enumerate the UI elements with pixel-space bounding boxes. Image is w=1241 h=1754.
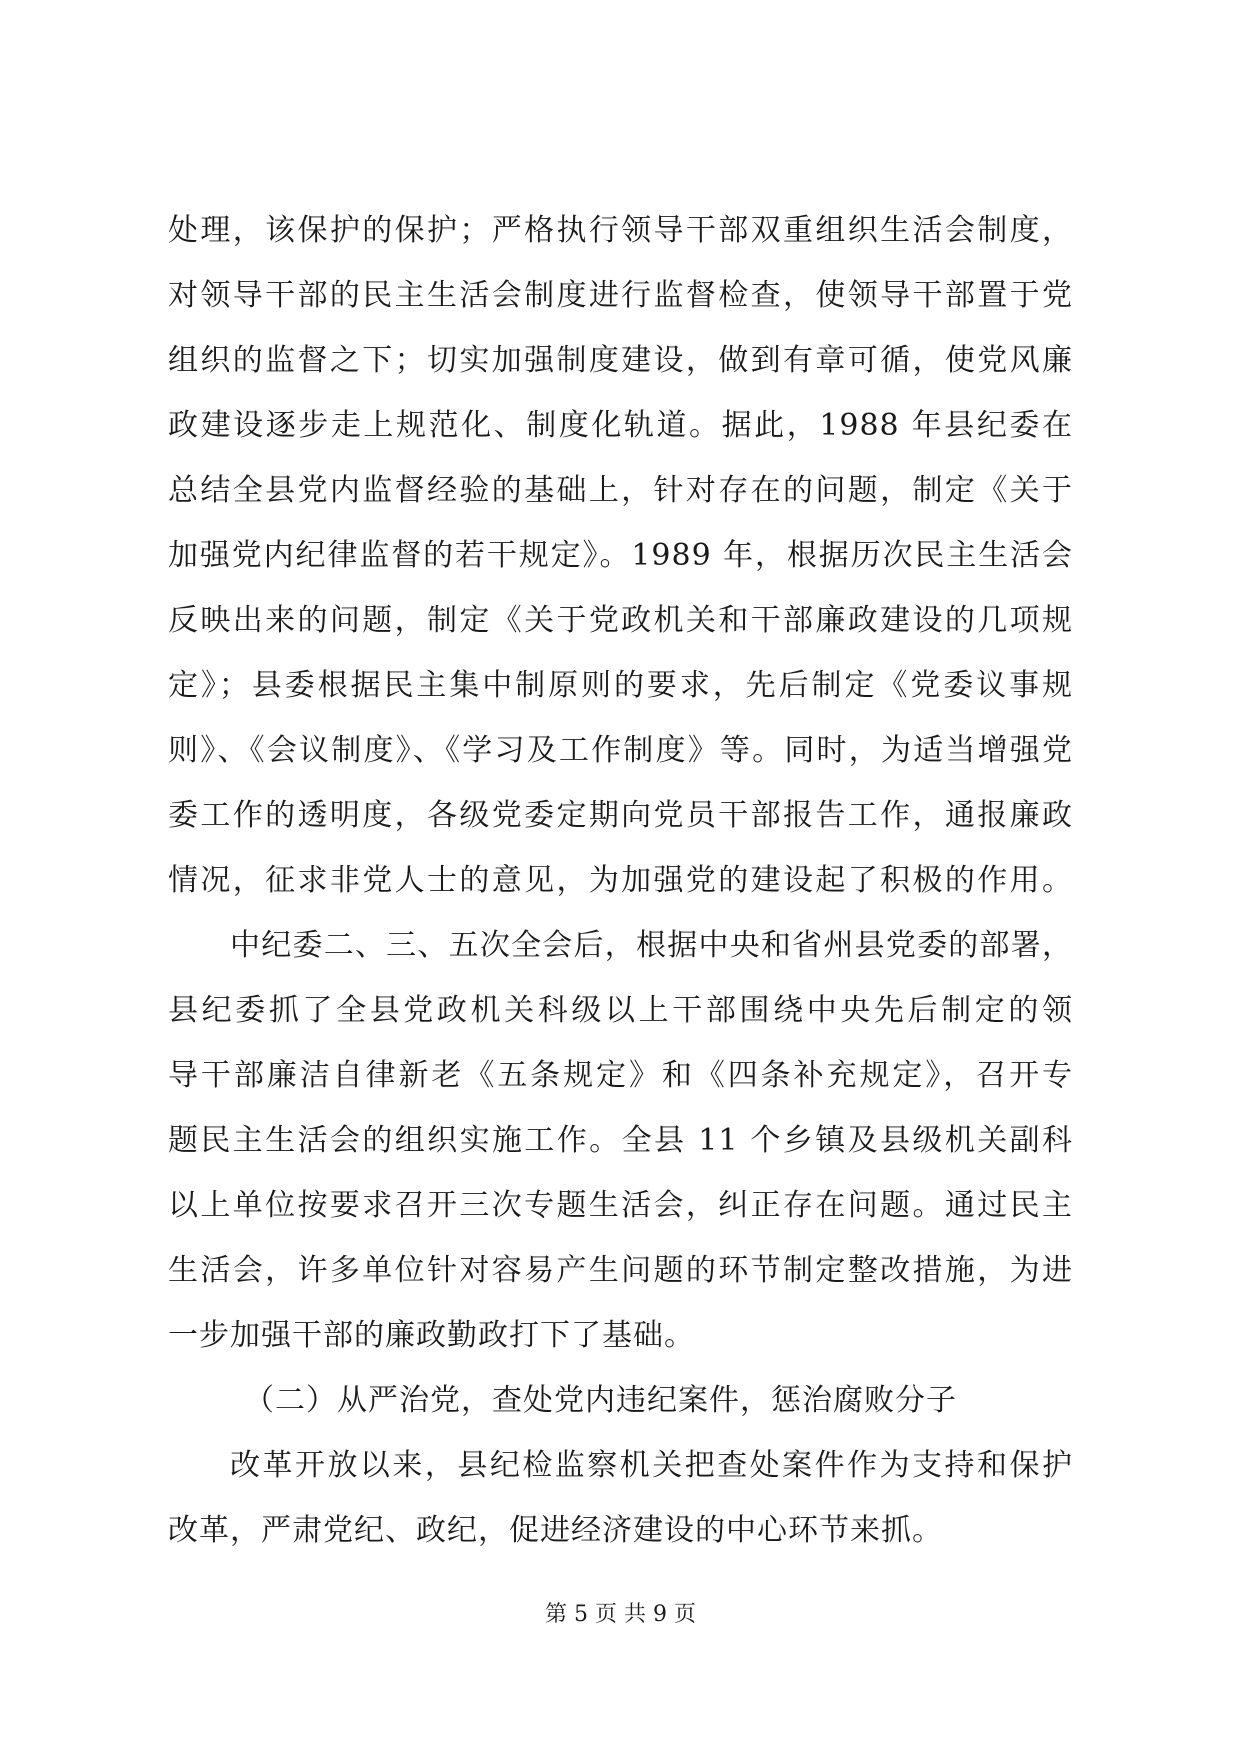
text-line: 反映出来的问题，制定《关于党政机关和干部廉政建设的几项规 (168, 603, 1073, 638)
text-line: 以上单位按要求召开三次专题生活会，纠正存在问题。通过民主 (168, 1188, 1073, 1223)
text-line: 生活会，许多单位针对容易产生问题的环节制定整改措施，为进 (168, 1253, 1073, 1288)
section-heading: （二）从严治党，查处党内违纪案件，惩治腐败分子 (244, 1383, 957, 1418)
document-body (168, 198, 1073, 1563)
page-number-footer: 第 5 页 共 9 页 (545, 1602, 696, 1627)
paragraph-first-line: 改革开放以来，县纪检监察机关把查处案件作为支持和保护 (230, 1448, 1073, 1483)
text-line: 总结全县党内监督经验的基础上，针对存在的问题，制定《关于 (168, 473, 1073, 508)
text-line: 县纪委抓了全县党政机关科级以上干部围绕中央先后制定的领 (168, 993, 1073, 1028)
paragraph-first-line: 中纪委二、三、五次全会后，根据中央和省州县党委的部署， (230, 928, 1073, 963)
text-line: 改革，严肃党纪、政纪，促进经济建设的中心环节来抓。 (168, 1513, 943, 1548)
text-line: 加强党内纪律监督的若干规定》。1989 年，根据历次民主生活会 (168, 538, 1073, 573)
text-line: 情况，征求非党人士的意见，为加强党的建设起了积极的作用。 (168, 863, 1073, 898)
text-line: 则》、《会议制度》、《学习及工作制度》等。同时，为适当增强党 (168, 733, 1073, 768)
text-line: 组织的监督之下；切实加强制度建设，做到有章可循，使党风廉 (168, 343, 1073, 378)
text-line: 委工作的透明度，各级党委定期向党员干部报告工作，通报廉政 (168, 798, 1073, 833)
text-line: 题民主生活会的组织实施工作。全县 11 个乡镇及县级机关副科 (168, 1123, 1073, 1158)
text-line: 导干部廉洁自律新老《五条规定》和《四条补充规定》，召开专 (168, 1058, 1073, 1093)
text-line: 政建设逐步走上规范化、制度化轨道。据此，1988 年县纪委在 (168, 408, 1073, 443)
text-line: 对领导干部的民主生活会制度进行监督检查，使领导干部置于党 (168, 278, 1073, 313)
text-line: 定》；县委根据民主集中制原则的要求，先后制定《党委议事规 (168, 668, 1073, 703)
text-line: 处理，该保护的保护；严格执行领导干部双重组织生活会制度， (168, 213, 1073, 248)
text-line: 一步加强干部的廉政勤政打下了基础。 (168, 1318, 695, 1353)
